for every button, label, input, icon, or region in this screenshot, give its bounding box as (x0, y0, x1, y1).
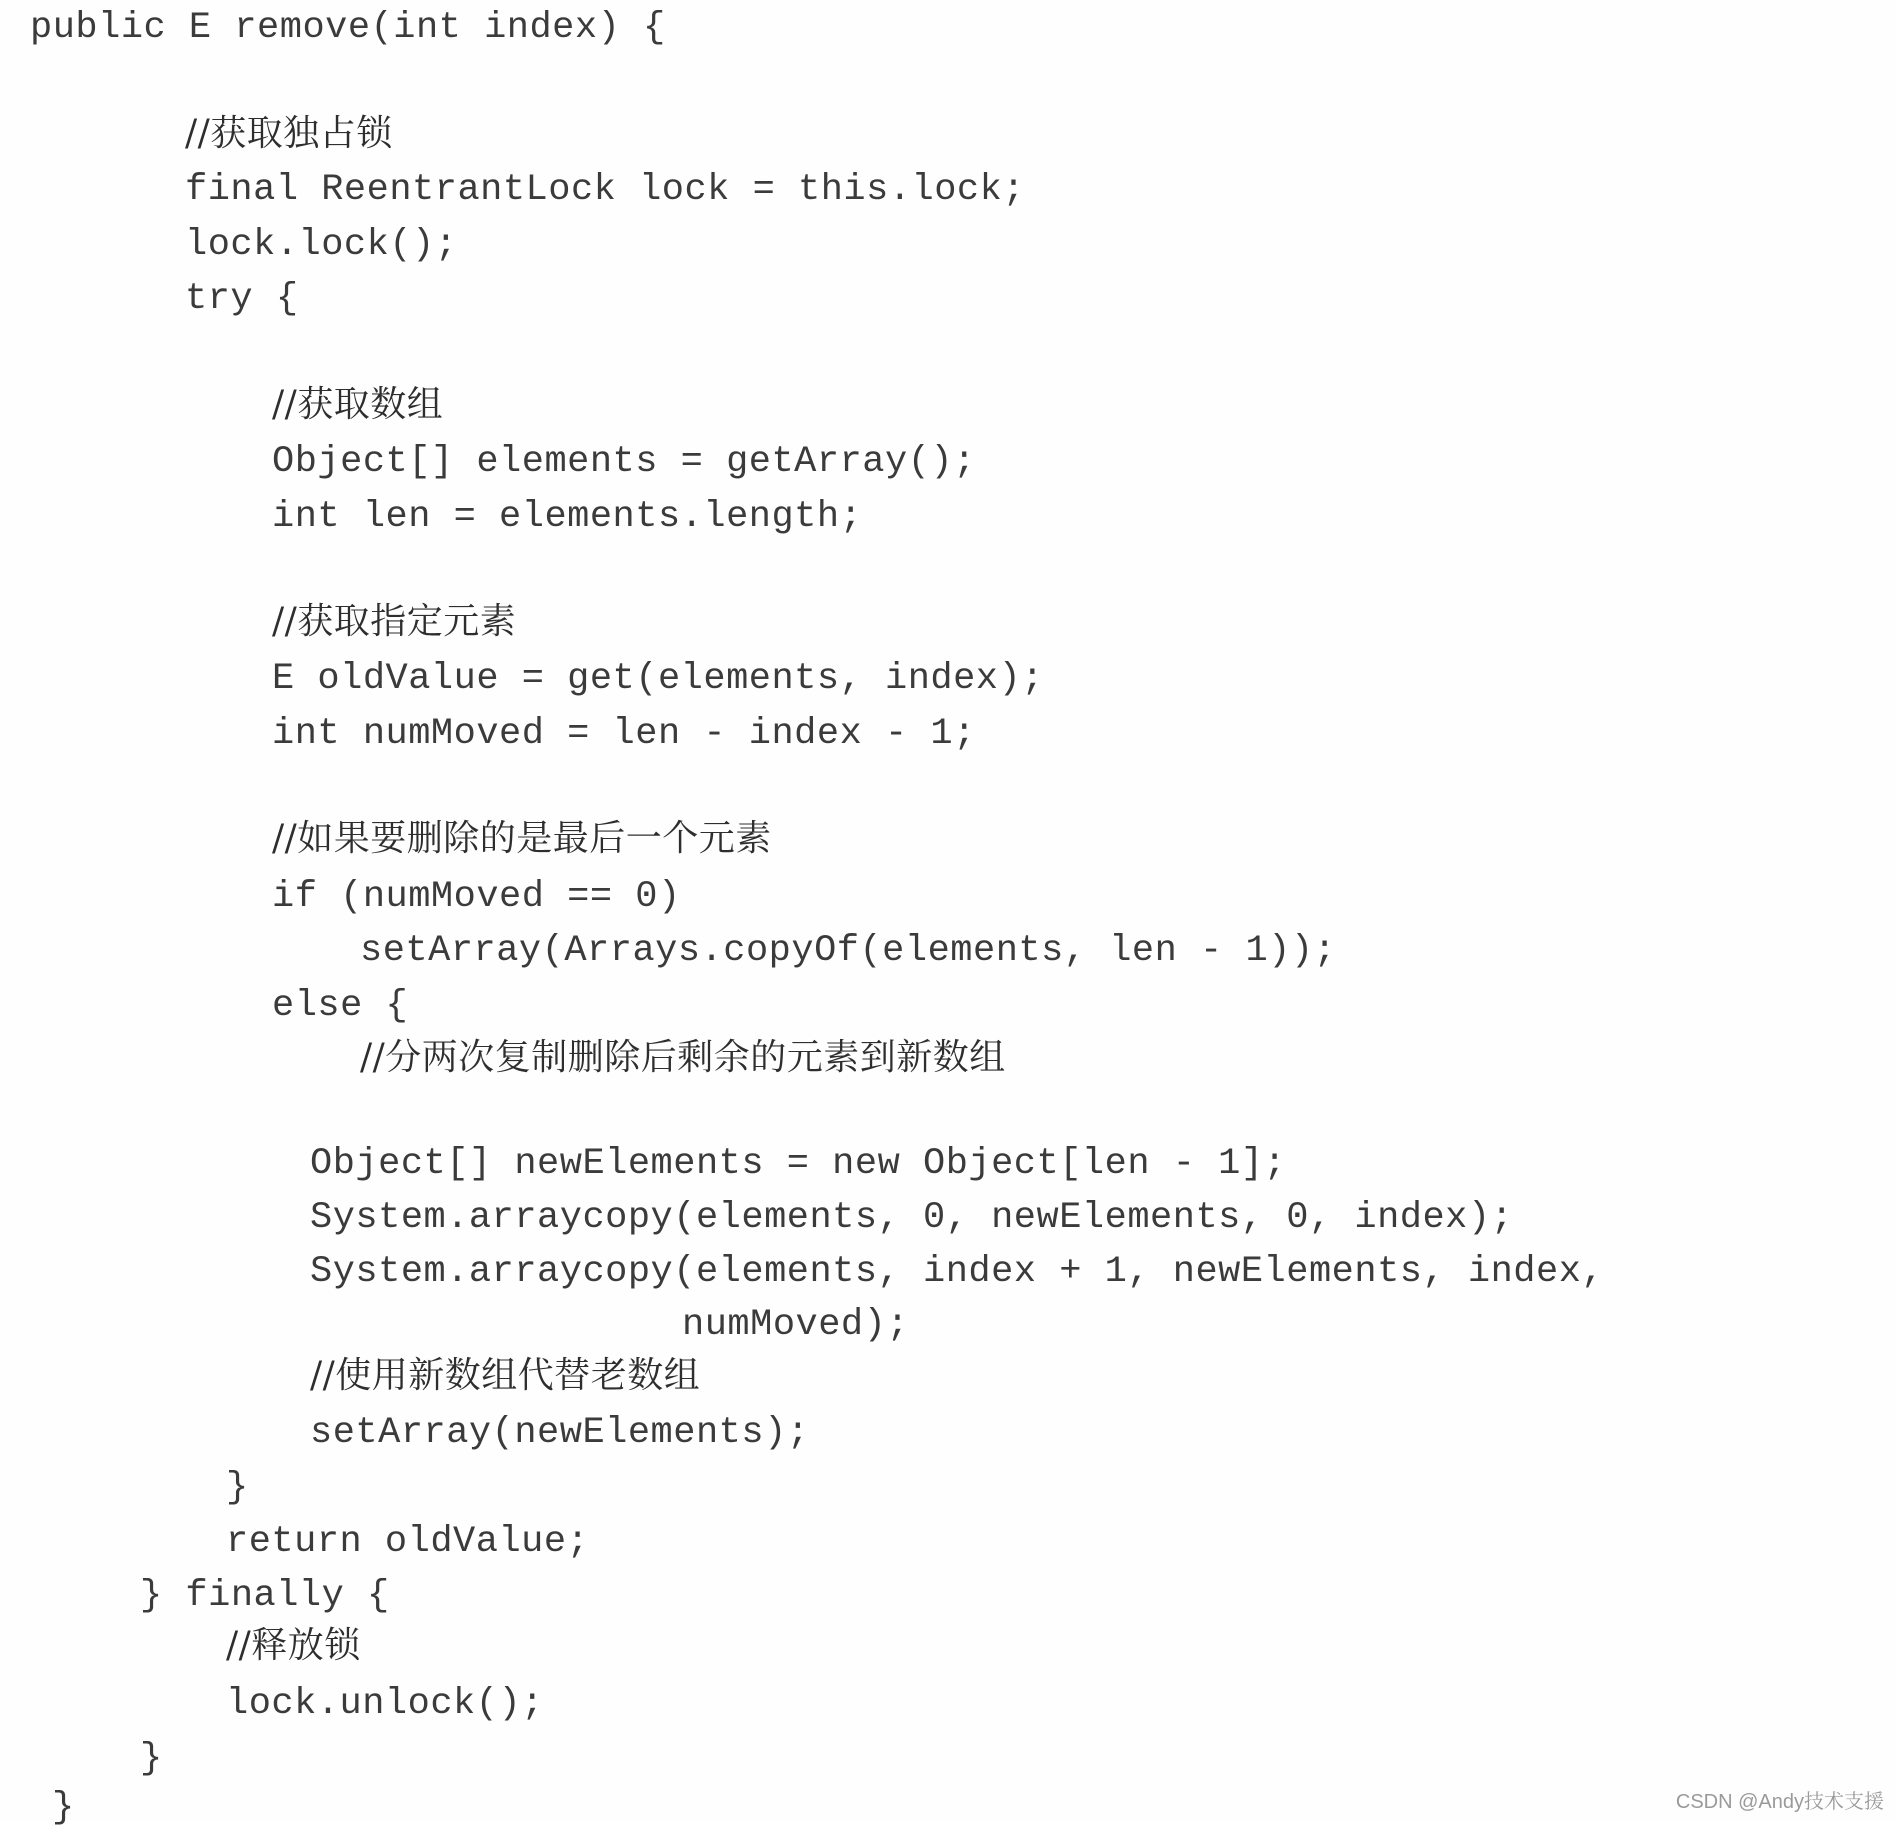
code-line-arraycopy-second: System.arraycopy(elements, index + 1, newElements, index, (310, 1251, 1605, 1293)
code-line-arraycopy-first: System.arraycopy(elements, 0, newElements, 0, index); (310, 1197, 1514, 1239)
code-line-lock-declaration: final ReentrantLock lock = this.lock; (185, 169, 1026, 211)
code-comment-release-lock: //释放锁 (226, 1625, 361, 1666)
code-comment-last-element: //如果要删除的是最后一个元素 (272, 818, 772, 859)
code-line-unlock: lock.unlock(); (226, 1683, 544, 1725)
code-comment-get-element: //获取指定元素 (272, 601, 517, 642)
code-line-method-signature: public E remove(int index) { (30, 7, 666, 49)
code-comment-replace-array: //使用新数组代替老数组 (310, 1355, 701, 1396)
csdn-watermark: CSDN @Andy技术支援 (1675, 1791, 1884, 1813)
code-line-elements: Object[] elements = getArray(); (272, 441, 976, 483)
code-line-set-array-new: setArray(newElements); (310, 1412, 810, 1454)
code-line-set-array-copy: setArray(Arrays.copyOf(elements, len - 1)); (360, 930, 1337, 972)
code-line-return: return oldValue; (226, 1521, 590, 1563)
code-line-finally-close: } (140, 1738, 163, 1780)
code-line-lock-call: lock.lock(); (185, 224, 458, 266)
code-line-new-elements: Object[] newElements = new Object[len - 1]; (310, 1143, 1287, 1185)
code-line-len: int len = elements.length; (272, 496, 863, 538)
code-line-finally: } finally { (140, 1575, 390, 1617)
code-line-else-close: } (226, 1467, 249, 1509)
code-line-arraycopy-continuation: numMoved); (682, 1304, 910, 1346)
code-comment-copy-twice: //分两次复制删除后剩余的元素到新数组 (360, 1037, 1006, 1078)
code-line-try: try { (185, 278, 299, 320)
code-line-else: else { (272, 985, 409, 1027)
code-line-method-close: } (52, 1787, 75, 1829)
code-comment-get-array: //获取数组 (272, 384, 444, 425)
code-comment-acquire-lock: //获取独占锁 (185, 113, 393, 154)
code-line-old-value: E oldValue = get(elements, index); (272, 658, 1044, 700)
code-line-num-moved: int numMoved = len - index - 1; (272, 713, 976, 755)
code-line-if: if (numMoved == 0) (272, 876, 681, 918)
